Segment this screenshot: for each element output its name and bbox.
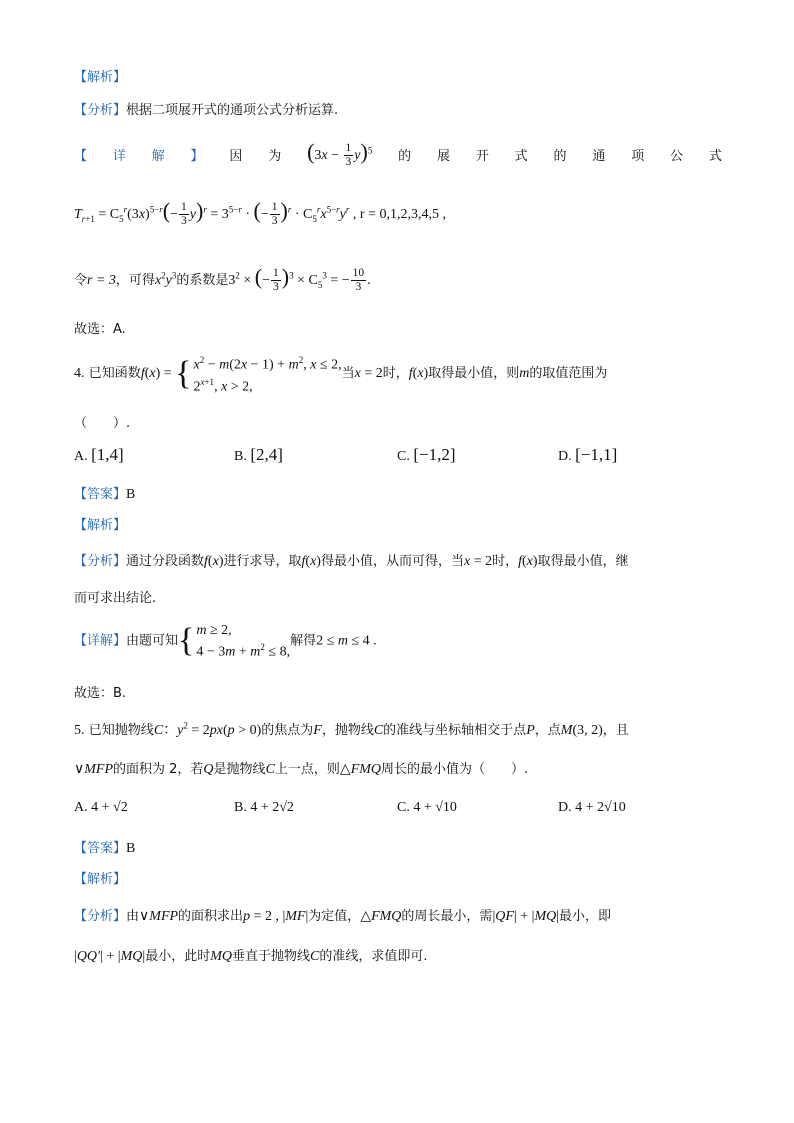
- option-d: D. 4 + 2√10: [558, 800, 626, 815]
- answer-label: 【答案】: [74, 841, 127, 856]
- analysis-text: 时，: [492, 554, 519, 569]
- option-a: A. [1,4]: [74, 445, 124, 464]
- jiexi-label: 【解析】: [74, 518, 127, 533]
- detail-char: 公: [670, 148, 684, 164]
- q4-answer: [74, 483, 135, 503]
- detail-text: 解得: [290, 633, 317, 649]
- q3-analysis: [74, 99, 338, 118]
- coef-mid: 的系数是: [176, 273, 229, 288]
- q5-stem: 5. 已知抛物线C：$y^2 = 2px(p > 0)$的焦点为F，抛物线C的准线与坐标轴相交于点P，点M(3, 2)，且: [74, 720, 629, 738]
- option-c: C. 4 + √10: [397, 800, 457, 815]
- stem-text: 的准线与坐标轴相交于点: [383, 723, 527, 738]
- detail-text: 由题可知: [126, 633, 179, 649]
- detail-char: 式: [514, 148, 528, 164]
- q4-detail: 【详解】由题可知{ m ≥ 2, $4 - 3m + m^2 \le 8$,解得2 ≤ m ≤ 4 .: [74, 622, 377, 660]
- r-eq: r = 3: [87, 273, 116, 288]
- q3-detail-line: [74, 139, 722, 169]
- stem-text: 已知函数: [88, 365, 141, 381]
- stem-text: 的取值范围为: [529, 365, 608, 381]
- q4-choose: 故选：B.: [74, 686, 127, 701]
- analysis-text: 最小，此时: [145, 949, 211, 964]
- detail-char: 开: [475, 148, 489, 164]
- stem-text: ，点: [534, 723, 561, 738]
- stem-text: 周长的最小值为（ ）.: [381, 762, 529, 777]
- analysis-text: 最小，即: [559, 909, 612, 924]
- q4-analysis-line2: 而可求出结论.: [74, 591, 157, 606]
- q5-answer: [74, 837, 135, 857]
- detail-char: 通: [592, 148, 606, 164]
- detail-char: 的: [553, 148, 567, 164]
- detail-char: 详: [112, 148, 126, 164]
- analysis-text: 的准线，求值即可.: [319, 949, 428, 964]
- stem-text: 是抛物线: [213, 762, 266, 777]
- analysis-text: 得最小值，从而可得，当: [320, 554, 464, 569]
- analysis-text: 的面积求出: [178, 909, 244, 924]
- analysis-text: 通过分段函数: [126, 554, 205, 569]
- detail-char: 项: [631, 148, 645, 164]
- stem-text: 上一点，则: [274, 762, 340, 777]
- detail-label: 【详解】: [74, 633, 127, 649]
- q5-analysis-line2: |QQ′| + |MQ|最小，此时MQ垂直于抛物线C的准线，求值即可.: [74, 949, 428, 964]
- stem-text: 的面积为 2，若: [113, 762, 204, 777]
- stem-text: 时，: [382, 365, 409, 381]
- answer-value: B: [126, 487, 136, 502]
- let-text: 令: [74, 273, 88, 288]
- analysis-text: 根据二项展开式的通项公式分析运算.: [126, 103, 339, 118]
- binomial-expression: (3x − $\frac{1}{3}$ y)$^5$: [307, 139, 373, 169]
- answer-value: B: [126, 841, 136, 856]
- q5-analysis: 【分析】由∨MFP的面积求出p = 2 , |MF|为定值，△FMQ的周长最小，需|QF| + |MQ|最小，即: [74, 909, 612, 924]
- detail-char: 】: [190, 148, 204, 164]
- q3-choose: 故选：A.: [74, 322, 126, 337]
- q5-stem-line2: ∨MFP的面积为 2，若Q是抛物线C上一点，则△FMQ周长的最小值为（ ）.: [74, 762, 529, 777]
- question-number: 5.: [74, 723, 85, 738]
- option-b: B. [2,4]: [234, 445, 283, 464]
- general-term-formula: $T_{r+1} = C_5^r(3x)^{5-r}(-$ $\frac{1}{3}$ $y)^r = 3^{5-r}$ · (− $\frac{1}{3}$ )$^r \cdot C_5^rx^{5-r}y^r$ , r = 0,1,2,3,4,5 ,: [74, 198, 446, 228]
- analysis-text: 垂直于抛物线: [232, 949, 311, 964]
- coefficient-line: 令r = 3，可得$x^2y^3$的系数是$3^2$ × (− $\frac{1}{3}$ )$^3 \times C_5^3$ = − $\frac{10}{3}$ .: [74, 264, 371, 294]
- analysis-label: 【分析】: [74, 554, 127, 569]
- coef-text: ，可得: [115, 273, 155, 288]
- analysis-label: 【分析】: [74, 909, 127, 924]
- coef-result: 10: [352, 267, 365, 280]
- detail-char: 展: [436, 148, 450, 164]
- detail-char: 式: [708, 148, 722, 164]
- analysis-label: 【分析】: [74, 103, 127, 118]
- stem-text: 当: [341, 365, 355, 381]
- jiexi-label: 【解析】: [74, 70, 127, 85]
- stem-text: ，抛物线: [321, 723, 374, 738]
- analysis-text: 取得最小值，继: [537, 554, 629, 569]
- stem-text: 取得最小值，则: [428, 365, 520, 381]
- analysis-text: 的周长最小，需: [401, 909, 493, 924]
- option-d: D. [−1,1]: [558, 445, 618, 464]
- detail-char: 的: [398, 148, 412, 164]
- q4-paren: （ ）.: [74, 416, 131, 431]
- detail-char: 解: [151, 148, 165, 164]
- analysis-text: 进行求导，取: [223, 554, 302, 569]
- r-values: r = 0,1,2,3,4,5: [359, 207, 439, 222]
- jiexi-label: 【解析】: [74, 872, 127, 887]
- question-number: 4.: [74, 365, 85, 381]
- option-b: B. 4 + 2√2: [234, 800, 294, 815]
- option-a: A. 4 + √2: [74, 800, 128, 815]
- stem-text: ，且: [602, 723, 629, 738]
- q4-stem: 4. 已知函数f(x) = { $x^2 - m(2x - 1) + m^2$, x ≤ 2, $2^{x+1}$, x > 2,当x = 2时，f(x)取得最小值，则m的取值范围为: [74, 354, 608, 395]
- detail-char: 因: [229, 148, 243, 164]
- answer-label: 【答案】: [74, 487, 127, 502]
- analysis-text: 为定值，: [308, 909, 361, 924]
- analysis-text: 由: [126, 909, 140, 924]
- option-c: C. [−1,2]: [397, 445, 456, 464]
- detail-char: 【: [74, 148, 88, 164]
- stem-text: 的焦点为: [261, 723, 314, 738]
- detail-char: 为: [268, 148, 282, 164]
- stem-text: 已知抛物线: [88, 723, 154, 738]
- q4-analysis: 【分析】通过分段函数f(x)进行求导，取f(x)得最小值，从而可得，当x = 2时，f(x)取得最小值，继: [74, 554, 629, 569]
